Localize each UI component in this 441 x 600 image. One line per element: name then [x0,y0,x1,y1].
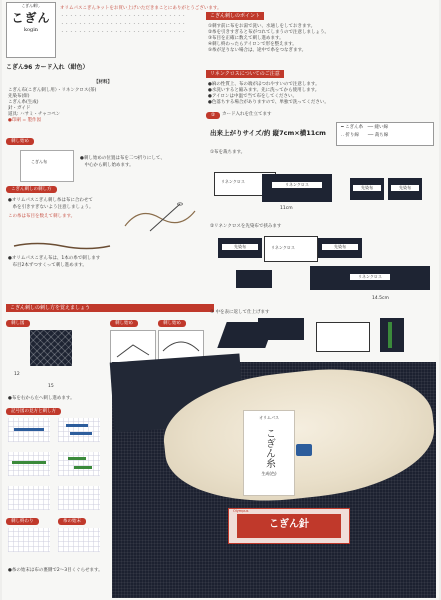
point-item: ②糸を引きすぎると布がつれてしまうので注意しましょう。 [208,30,330,35]
needle-threading-illustration [120,196,200,240]
material-item: こぎん糸(生成) [8,100,39,105]
material-item: ●印刷 = 製作図 [8,118,42,123]
step1-caption: ①布を裁ちます。 [210,150,246,155]
linen-notes [208,82,434,106]
stitch-grid-c [8,452,50,476]
end-note: ●糸の始末は布の裏側で2〜3目くぐらせます。 [8,568,103,573]
step3-stitch-panel [380,318,404,352]
linen-piece-navy-label: リネンクロス [272,182,322,188]
dim-c: 14.5cm [372,296,389,301]
section-bar-points: こぎん刺しのポイント [206,12,264,20]
step2b-fabric [236,270,272,288]
thread-strand-illustration [12,236,112,246]
thread-brand: オリムパス [259,415,279,420]
step2b-assembly [310,266,430,290]
fabric-piece-b [388,178,422,200]
step3-caption: ③ 中を表に返して仕上げます [210,310,270,315]
stitch-bar [12,461,46,464]
step3-linen [316,322,370,352]
logo-subtitle: こぎん刺し [21,3,41,8]
logo-title: こぎん [11,11,51,25]
step2-linen [264,236,318,262]
step2-caption: ②リネンクロスを先染布で挟みます [210,224,282,229]
intro-line-4: ・・・・・・・・・・・・・・・・・・・・・・・・・・・・ [60,30,186,35]
needle-name: こぎん針 [237,514,341,538]
thread-name: こぎん糸 [263,428,275,468]
step-pill: ② [206,112,220,119]
section-bar-linen: リネンクロスについてのご注意 [206,70,284,78]
intro-line-2: ・・・・・・・・・・・・・・・・・・・・・・・・・・・・ [60,14,186,19]
intro-line-3: ・・・・・・・・・・・・・・・・・・・・・・・・・・・・ [60,22,186,27]
stitch-bar [66,424,88,427]
legend-line: ━ こぎん糸 ── 縫い線 [341,125,388,130]
needle-brand: Olympus [233,509,249,513]
how-note-4: ●オリムパスこぎん布は、1本の糸で刺します [8,256,101,261]
fabric-piece-label-2: 先染布 [391,185,419,191]
material-item: 針・ガイド [8,106,31,111]
material-item: 道具: ハサミ・チャコペン [8,112,61,117]
step2-fabric-label: 先染布 [222,244,258,250]
how-note-5: 布目2本ずつすくって刺し進めます。 [8,263,87,268]
stitch-start-note: ●刺し始めの位置は布を二つ折りにして、 [80,156,165,161]
how-note-2: 糸を引きすぎないよう注意しましょう。 [8,205,94,210]
point-item: ⑤糸が足りない場合は、途中で糸をつなぎます。 [208,48,307,53]
thread-icon [12,241,112,251]
finished-size: 出来上がりサイズ/約 縦7cm×横11cm [210,129,326,137]
stitch-grid-a [8,418,50,442]
section-pill-start: 刺し始め [6,138,34,145]
linen-note: ●色落ちする場合がありますので、単独で洗ってください。 [208,100,329,105]
intro-text: オリムパスこぎんキットをお買い上げいただきまことにありがとうございます。 [60,6,222,11]
material-item: こぎん布(こぎん刺し用）・リネンクロス(茶) [8,88,97,93]
section-pill-start-3: 刺し始め [158,320,186,327]
section-bar-warning: こぎん刺しの刺し方を覚えましょう [6,304,214,312]
material-item: 先染布(紺) [8,94,30,99]
section-pill-knot: 刺し終わり [6,518,39,525]
stitch-grid-b [58,418,100,442]
dim-width: 15 [48,384,54,389]
logo-romaji: kogin [23,27,39,33]
how-note-1: ●オリムパスこぎん刺し糸は布に合わせて [8,198,93,203]
pattern-note: ●布を右から左へ刺し進めます。 [8,396,75,401]
stitch-start-note-2: 中心から刺し始めます。 [80,163,134,168]
stitch-bar [74,466,92,469]
stitch-bar [388,322,392,348]
stitch-bar [14,428,44,431]
step2-linen-label: リネンクロス [271,245,295,250]
dim-a: 11cm [280,206,293,211]
fabric-piece-a [350,178,384,200]
stitch-grid-g [8,528,50,552]
olympus-badge-icon [296,444,312,456]
point-item: ④刺し終わったらアイロンで形を整えます。 [208,42,297,47]
linen-note: ●アイロンは中温で当て布をしてください。 [208,94,298,99]
section-pill-pattern: 刺し図 [6,320,30,327]
product-name: こぎん96 カード入れ（紺色） [6,64,89,71]
thread-label [243,410,295,496]
linen-piece-label: リネンクロス [221,179,245,184]
stitch-bar [68,457,86,460]
linen-piece-navy [262,174,332,202]
fabric-piece-label: 先染布 [353,185,381,191]
pattern-chart [30,330,72,366]
step2-fabric-b [318,238,362,258]
section-pill-start-2: 刺し始め [110,320,138,327]
brand-logo [6,2,56,58]
kogin-needle-card [228,508,350,544]
step2b-label: リネンクロス [350,274,390,280]
point-item: ③布目を正確に数えて刺し進めます。 [208,36,284,41]
stitch-grid-d [58,452,100,476]
legend-box [336,122,434,146]
how-note-3: この糸は布目を数えて刺します。 [8,214,76,219]
points-list [208,24,434,54]
linen-note: ●水洗いすると縮みます。先に洗ってから使用します。 [208,88,320,93]
step2-fabric-b-label: 先染布 [322,244,358,250]
point-item: ①刺す前に布をお湯で洗い、水通しをしておきます。 [208,24,316,29]
materials-label: 【材料】 [94,80,112,85]
section-pill-how: こぎん刺しの刺し方 [6,186,57,193]
dim-height: 12 [14,372,20,377]
materials-list [8,88,198,124]
section-pill-read: 記号図の見方と刺し方 [6,408,61,415]
thread-color: 生成(色) [261,471,277,476]
fabric-label: こぎん布 [31,159,47,164]
stitch-bar [70,432,92,435]
stitch-grid-e [8,486,50,510]
step3-panel [258,318,304,340]
legend-line-2: ‥ 折り線 ── 裁ち線 [341,133,389,138]
section-pill-end: 糸の始末 [58,518,86,525]
stitch-grid-h [58,528,100,552]
stitch-grid-f [58,486,100,510]
step-label: カード入れを仕立てます [222,112,272,117]
linen-note: ●麻の性質上、布の端がほつれやすいので注意します。 [208,82,320,87]
step2-fabric [218,238,262,258]
needle-icon [120,196,200,240]
fabric-diagram [20,150,74,182]
